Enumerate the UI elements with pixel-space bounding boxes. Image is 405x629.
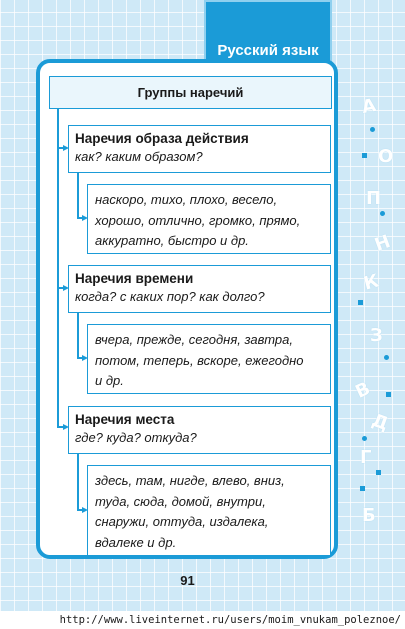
decor-dot xyxy=(384,355,389,360)
decor-letter: В xyxy=(352,378,374,403)
example-line: потом, теперь, вскоре, ежегодно xyxy=(95,352,304,368)
group-box-manner xyxy=(68,125,331,173)
example-line: здесь, там, нигде, влево, вниз, xyxy=(95,473,285,488)
group-question: как? каким образом? xyxy=(75,149,203,164)
page-number: 91 xyxy=(180,573,195,588)
decor-square xyxy=(358,300,363,305)
source-url[interactable]: http://www.liveinternet.ru/users/moim_vnukam_poleznoe/ xyxy=(0,611,405,629)
group-question: когда? с каких пор? как долго? xyxy=(75,289,265,304)
group-title: Наречия образа действия xyxy=(75,131,249,146)
decor-square xyxy=(376,470,381,475)
group-title: Наречия места xyxy=(75,412,175,427)
decor-letter: К xyxy=(361,270,382,295)
decor-letter: А xyxy=(360,94,378,119)
section-title: Русский язык xyxy=(217,42,319,59)
group-box-place xyxy=(68,406,331,454)
example-line: хорошо, отлично, громко, прямо, xyxy=(95,212,301,228)
decor-letter: З xyxy=(370,325,383,346)
example-line: аккуратно, быстро и др. xyxy=(95,233,249,248)
examples-box-place xyxy=(87,465,331,556)
group-title: Наречия времени xyxy=(75,271,194,286)
sub-connector-2 xyxy=(77,313,79,358)
decor-dot xyxy=(370,127,375,132)
decor-letter: Б xyxy=(362,505,376,526)
decor-letter: О xyxy=(378,146,394,167)
group-question: где? куда? откуда? xyxy=(75,430,197,445)
example-line: наскоро, тихо, плохо, весело, xyxy=(95,192,278,207)
decor-dot xyxy=(380,211,385,216)
example-line: туда, сюда, домой, внутри, xyxy=(95,493,266,509)
example-line: снаружи, оттуда, издалека, xyxy=(95,514,269,529)
decor-letter: П xyxy=(366,188,382,209)
example-line: вдалеке и др. xyxy=(95,534,177,550)
examples-box-time xyxy=(87,324,331,394)
main-connector xyxy=(57,109,59,427)
decor-letter: Г xyxy=(360,447,372,468)
main-title: Группы наречий xyxy=(49,76,332,109)
sub-connector-3 xyxy=(77,454,79,510)
decor-square xyxy=(360,486,365,491)
decor-square xyxy=(386,392,391,397)
example-line: вчера, прежде, сегодня, завтра, xyxy=(95,332,294,347)
decor-letter: Д xyxy=(368,409,392,436)
group-box-time xyxy=(68,265,331,313)
examples-box-manner xyxy=(87,184,331,254)
sub-connector-1 xyxy=(77,172,79,218)
decor-dot xyxy=(362,436,367,441)
example-line: и др. xyxy=(95,373,124,388)
decor-square xyxy=(362,153,367,158)
decor-letter: Н xyxy=(371,231,394,256)
